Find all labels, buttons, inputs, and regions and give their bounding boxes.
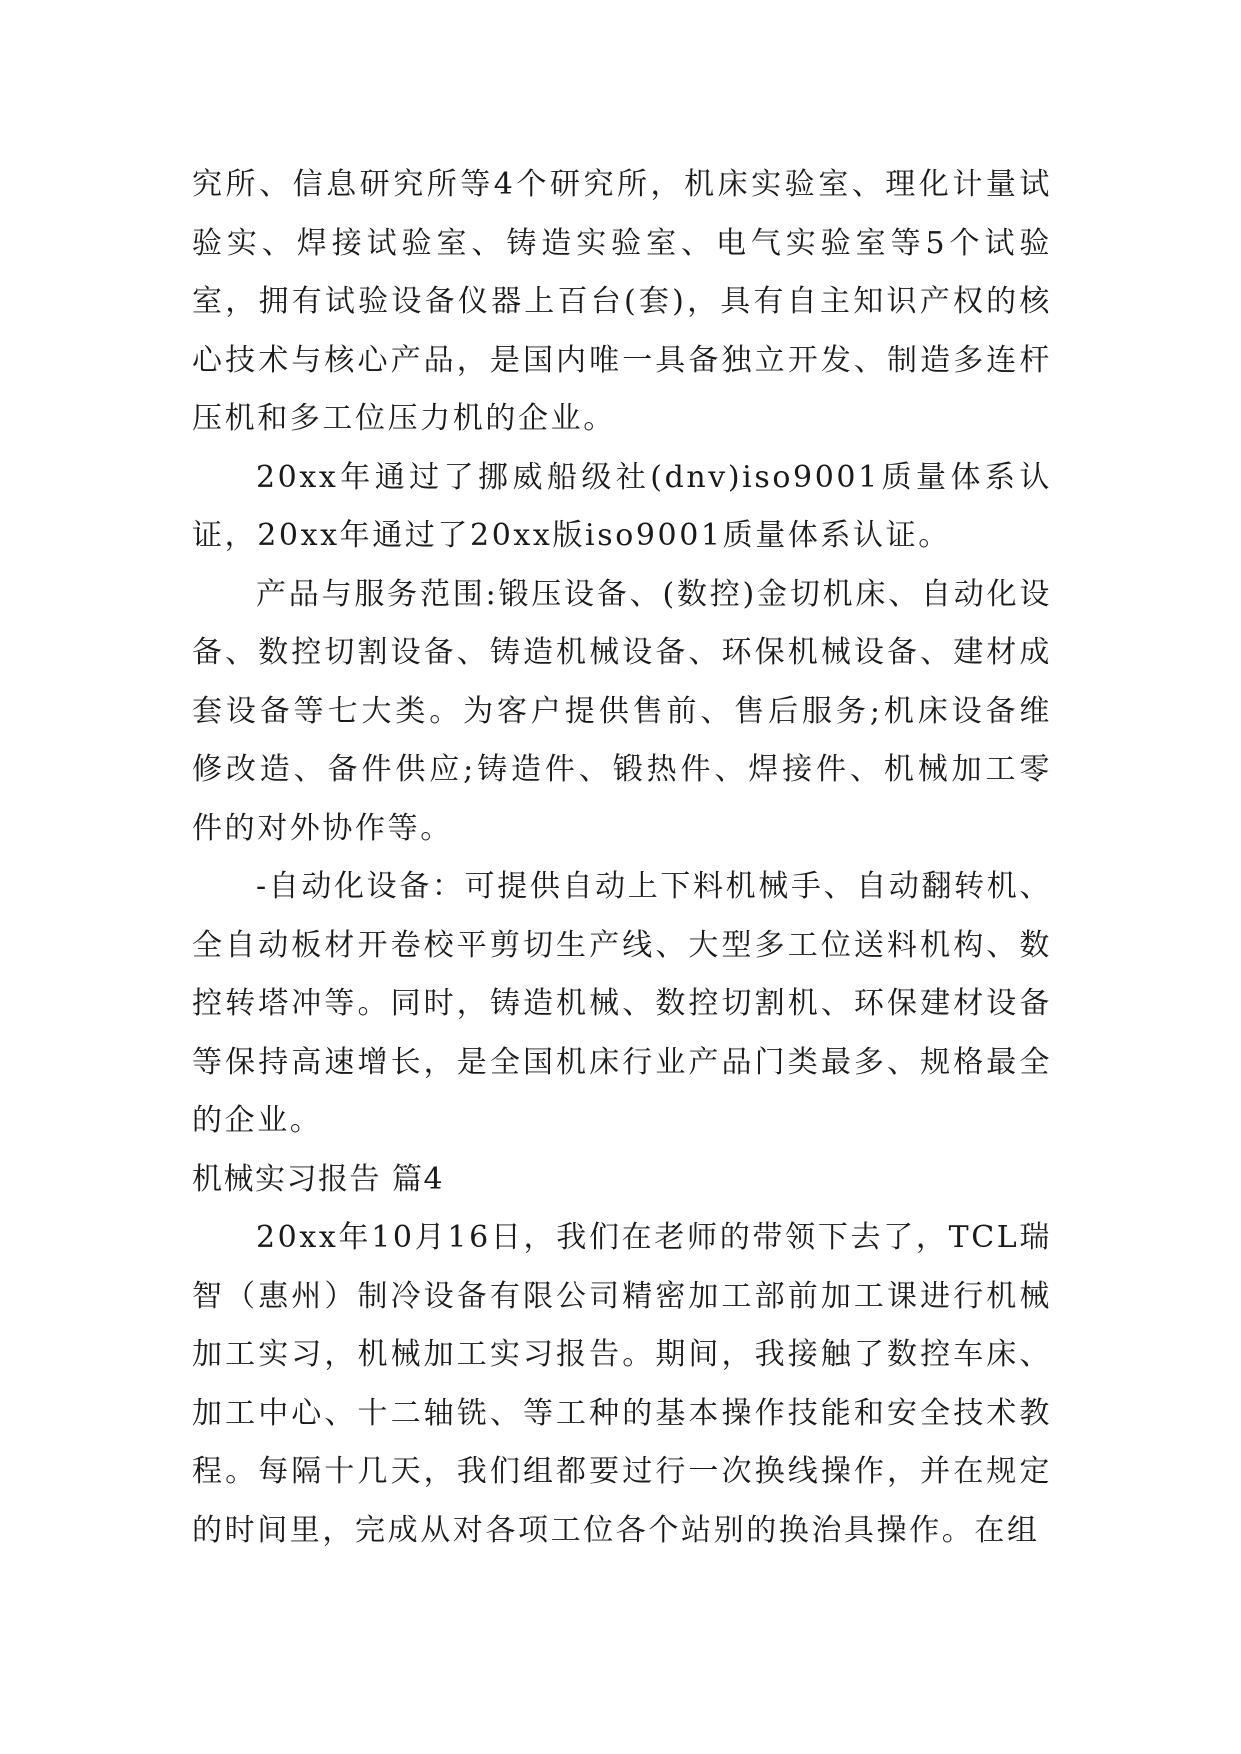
paragraph-3: 产品与服务范围:锻压设备、(数控)金切机床、自动化设备、数控切割设备、铸造机械设备、环保机械设备、建材成套设备等七大类。为客户提供售前、售后服务;机床设备维修改造、备件供应;铸造件、锻热件、焊接件、机械加工零件的对外协作等。 [192,576,1052,846]
paragraph-2: 20xx年通过了挪威船级社(dnv)iso9001质量体系认证，20xx年通过了20xx版iso9001质量体系认证。 [192,459,1052,553]
paragraph-4: -自动化设备：可提供自动上下料机械手、自动翻转机、全自动板材开卷校平剪切生产线、大型多工位送料机构、数控转塔冲等。同时，铸造机械、数控切割机、环保建材设备等保持高速增长，是全国机床行业产品门类最多、规格最全的企业。 [192,869,1052,1138]
paragraph-1: 究所、信息研究所等4个研究所，机床实验室、理化计量试验实、焊接试验室、铸造实验室、电气实验室等5个试验室，拥有试验设备仪器上百台(套)，具有自主知识产权的核心技术与核心产品，是国内唯一具备独立开发、制造多连杆压机和多工位压力机的企业。 [192,167,1052,436]
document-body [192,156,1052,1560]
paragraph-5: 20xx年10月16日，我们在老师的带领下去了，TCL瑞智（惠州）制冷设备有限公司精密加工部前加工课进行机械加工实习，机械加工实习报告。期间，我接触了数控车床、加工中心、十二轴铣、等工种的基本操作技能和安全技术教程。每隔十几天，我们组都要过行一次换线操作，并在规定的时间里，完成从对各项工位各个站别的换治具操作。在组 [192,1220,1052,1548]
section-heading: 机械实习报告 篇4 [192,1161,445,1197]
